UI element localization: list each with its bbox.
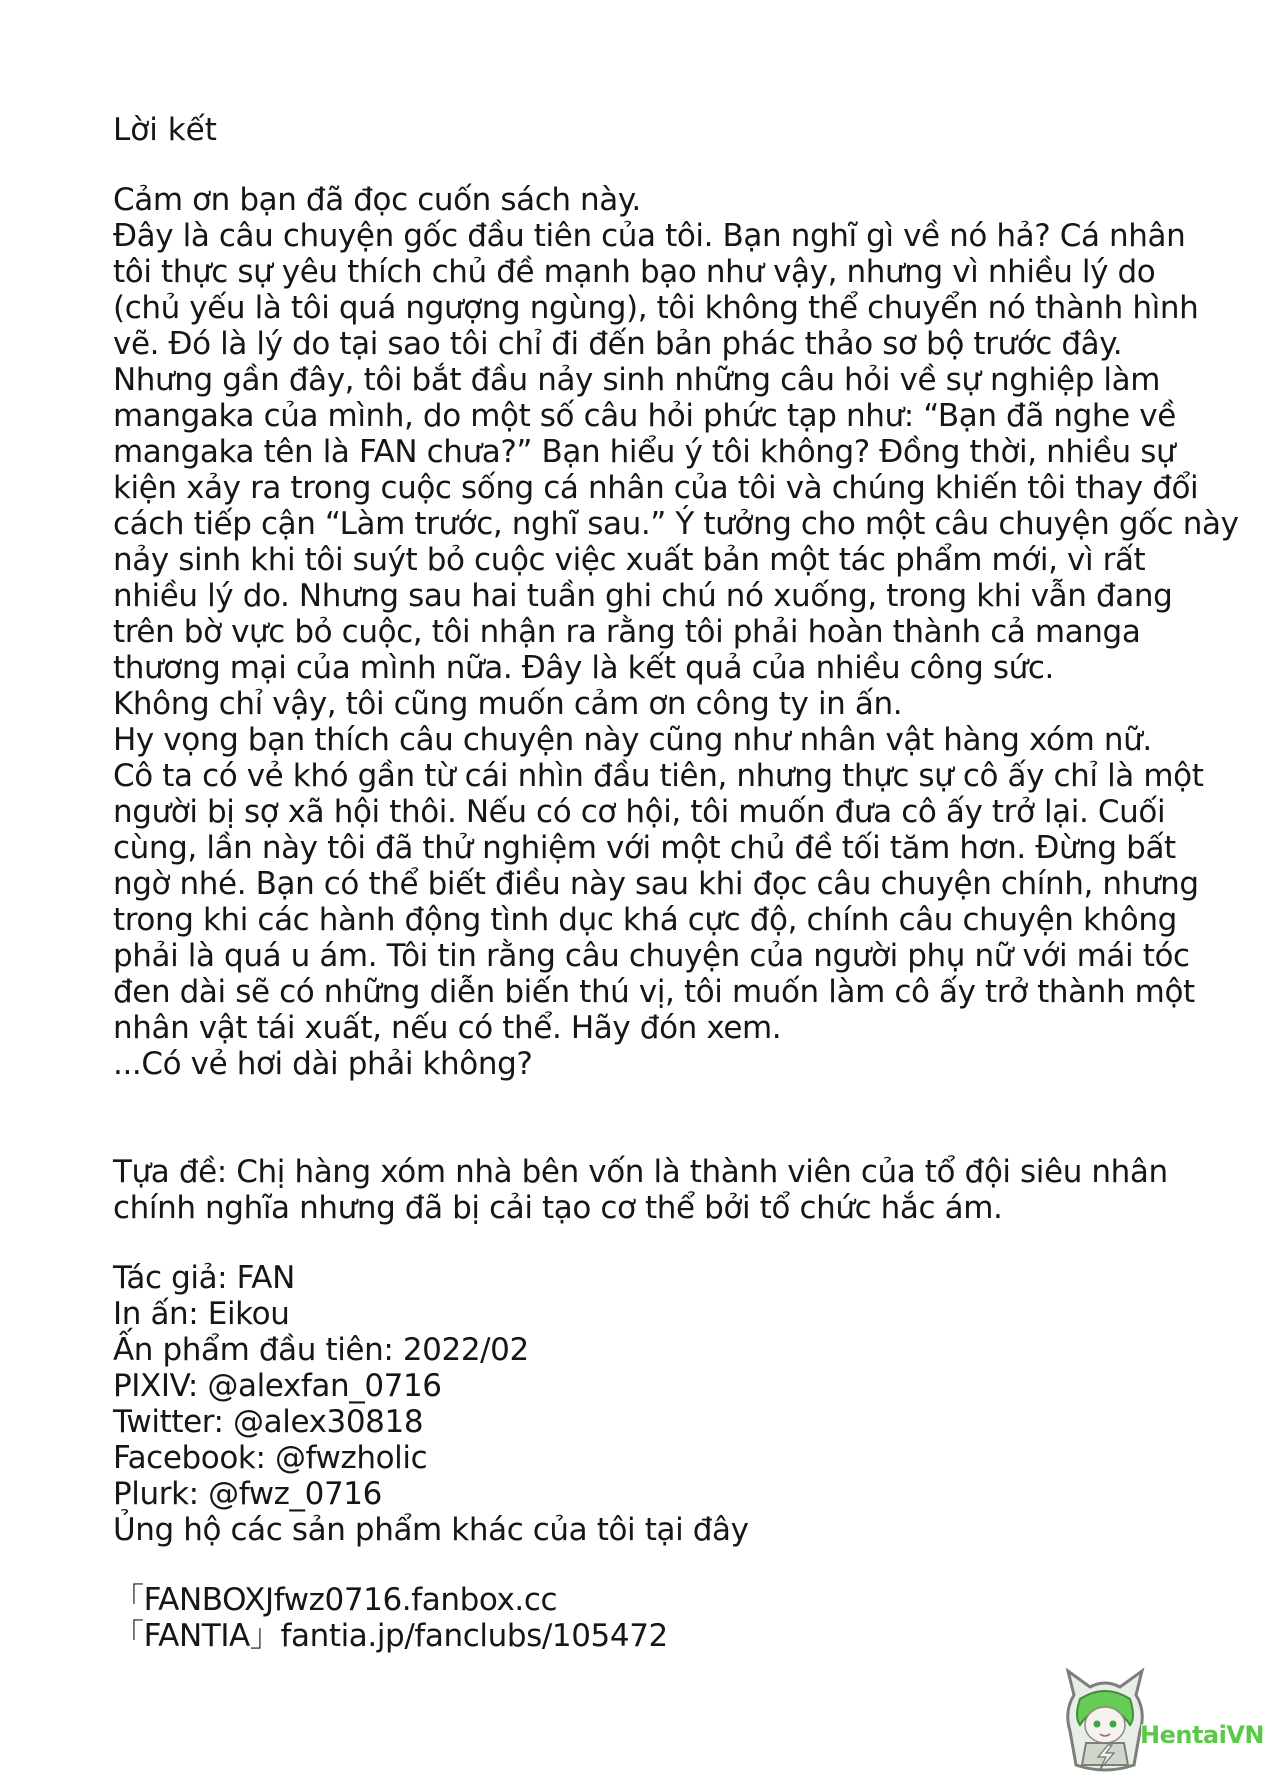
spacer — [113, 1548, 1193, 1582]
credit-plurk: Plurk: @fwz_0716 — [113, 1476, 382, 1512]
links — [113, 1582, 1193, 1654]
body-line: phải là quá u ám. Tôi tin rằng câu chuyện của người phụ nữ với mái tóc — [113, 938, 1190, 974]
body-line: cùng, lần này tôi đã thử nghiệm với một chủ đề tối tăm hơn. Đừng bất — [113, 830, 1176, 866]
body-line: nhân vật tái xuất, nếu có thể. Hãy đón xem. — [113, 1010, 782, 1046]
body-line: ...Có vẻ hơi dài phải không? — [113, 1046, 533, 1082]
credits — [113, 1260, 1193, 1548]
mascot-icon — [1060, 1665, 1150, 1775]
credit-first-edition: Ấn phẩm đầu tiên: 2022/02 — [113, 1332, 529, 1368]
body-line: nhiều lý do. Nhưng sau hai tuần ghi chú nó xuống, trong khi vẫn đang — [113, 578, 1173, 614]
body-line: mangaka tên là FAN chưa?” Bạn hiểu ý tôi không? Đồng thời, nhiều sự — [113, 434, 1176, 470]
title-info — [113, 1154, 1193, 1226]
body-line: vẽ. Đó là lý do tại sao tôi chỉ đi đến bản phác thảo sơ bộ trước đây. — [113, 326, 1123, 362]
body-line: mangaka của mình, do một số câu hỏi phức tạp như: “Bạn đã nghe về — [113, 398, 1176, 434]
body-line: cách tiếp cận “Làm trước, nghĩ sau.” Ý tưởng cho một câu chuyện gốc này — [113, 506, 1239, 542]
afterword-page — [113, 112, 1239, 1654]
title-line: Tựa đề: Chị hàng xóm nhà bên vốn là thành viên của tổ đội siêu nhân — [113, 1154, 1168, 1190]
spacer — [113, 1082, 1193, 1154]
watermark-text: HentaiVN — [1140, 1721, 1265, 1749]
link-fantia: 「FANTIA」fantia.jp/fanclubs/105472 — [113, 1618, 668, 1654]
afterword-body — [113, 182, 1239, 1082]
credit-author: Tác giả: FAN — [113, 1260, 295, 1296]
spacer — [113, 1226, 1193, 1260]
credit-facebook: Facebook: @fwzholic — [113, 1440, 428, 1476]
body-line: ngờ nhé. Bạn có thể biết điều này sau khi đọc câu chuyện chính, nhưng — [113, 866, 1199, 902]
body-line: Nhưng gần đây, tôi bắt đầu nảy sinh những câu hỏi về sự nghiệp làm — [113, 362, 1161, 398]
body-line: Hy vọng bạn thích câu chuyện này cũng như nhân vật hàng xóm nữ. — [113, 722, 1152, 758]
body-line: trên bờ vực bỏ cuộc, tôi nhận ra rằng tôi phải hoàn thành cả manga — [113, 614, 1141, 650]
body-line: Cảm ơn bạn đã đọc cuốn sách này. — [113, 182, 641, 218]
credit-pixiv: PIXIV: @alexfan_0716 — [113, 1368, 442, 1404]
body-line: trong khi các hành động tình dục khá cực độ, chính câu chuyện không — [113, 902, 1177, 938]
body-line: người bị sợ xã hội thôi. Nếu có cơ hội, tôi muốn đưa cô ấy trở lại. Cuối — [113, 794, 1166, 830]
afterword-title: Lời kết — [113, 112, 217, 148]
link-fanbox: 「FANBOXJfwz0716.fanbox.cc — [113, 1582, 558, 1618]
body-line: kiện xảy ra trong cuộc sống cá nhân của tôi và chúng khiến tôi thay đổi — [113, 470, 1199, 506]
body-line: Cô ta có vẻ khó gần từ cái nhìn đầu tiên, nhưng thực sự cô ấy chỉ là một — [113, 758, 1204, 794]
credit-printer: In ấn: Eikou — [113, 1296, 290, 1332]
title-line: chính nghĩa nhưng đã bị cải tạo cơ thể bởi tổ chức hắc ám. — [113, 1190, 1003, 1226]
body-line: (chủ yếu là tôi quá ngượng ngùng), tôi không thể chuyển nó thành hình — [113, 290, 1199, 326]
body-line: tôi thực sự yêu thích chủ đề mạnh bạo như vậy, nhưng vì nhiều lý do — [113, 254, 1156, 290]
body-line: thương mại của mình nữa. Đây là kết quả của nhiều công sức. — [113, 650, 1054, 686]
watermark-logo — [1060, 1665, 1265, 1775]
credit-support: Ủng hộ các sản phẩm khác của tôi tại đây — [113, 1512, 749, 1548]
body-line: nảy sinh khi tôi suýt bỏ cuộc việc xuất bản một tác phẩm mới, vì rất — [113, 542, 1146, 578]
body-line: Đây là câu chuyện gốc đầu tiên của tôi. Bạn nghĩ gì về nó hả? Cá nhân — [113, 218, 1186, 254]
body-line: Không chỉ vậy, tôi cũng muốn cảm ơn công ty in ấn. — [113, 686, 903, 722]
body-line: đen dài sẽ có những diễn biến thú vị, tôi muốn làm cô ấy trở thành một — [113, 974, 1195, 1010]
credit-twitter: Twitter: @alex30818 — [113, 1404, 424, 1440]
